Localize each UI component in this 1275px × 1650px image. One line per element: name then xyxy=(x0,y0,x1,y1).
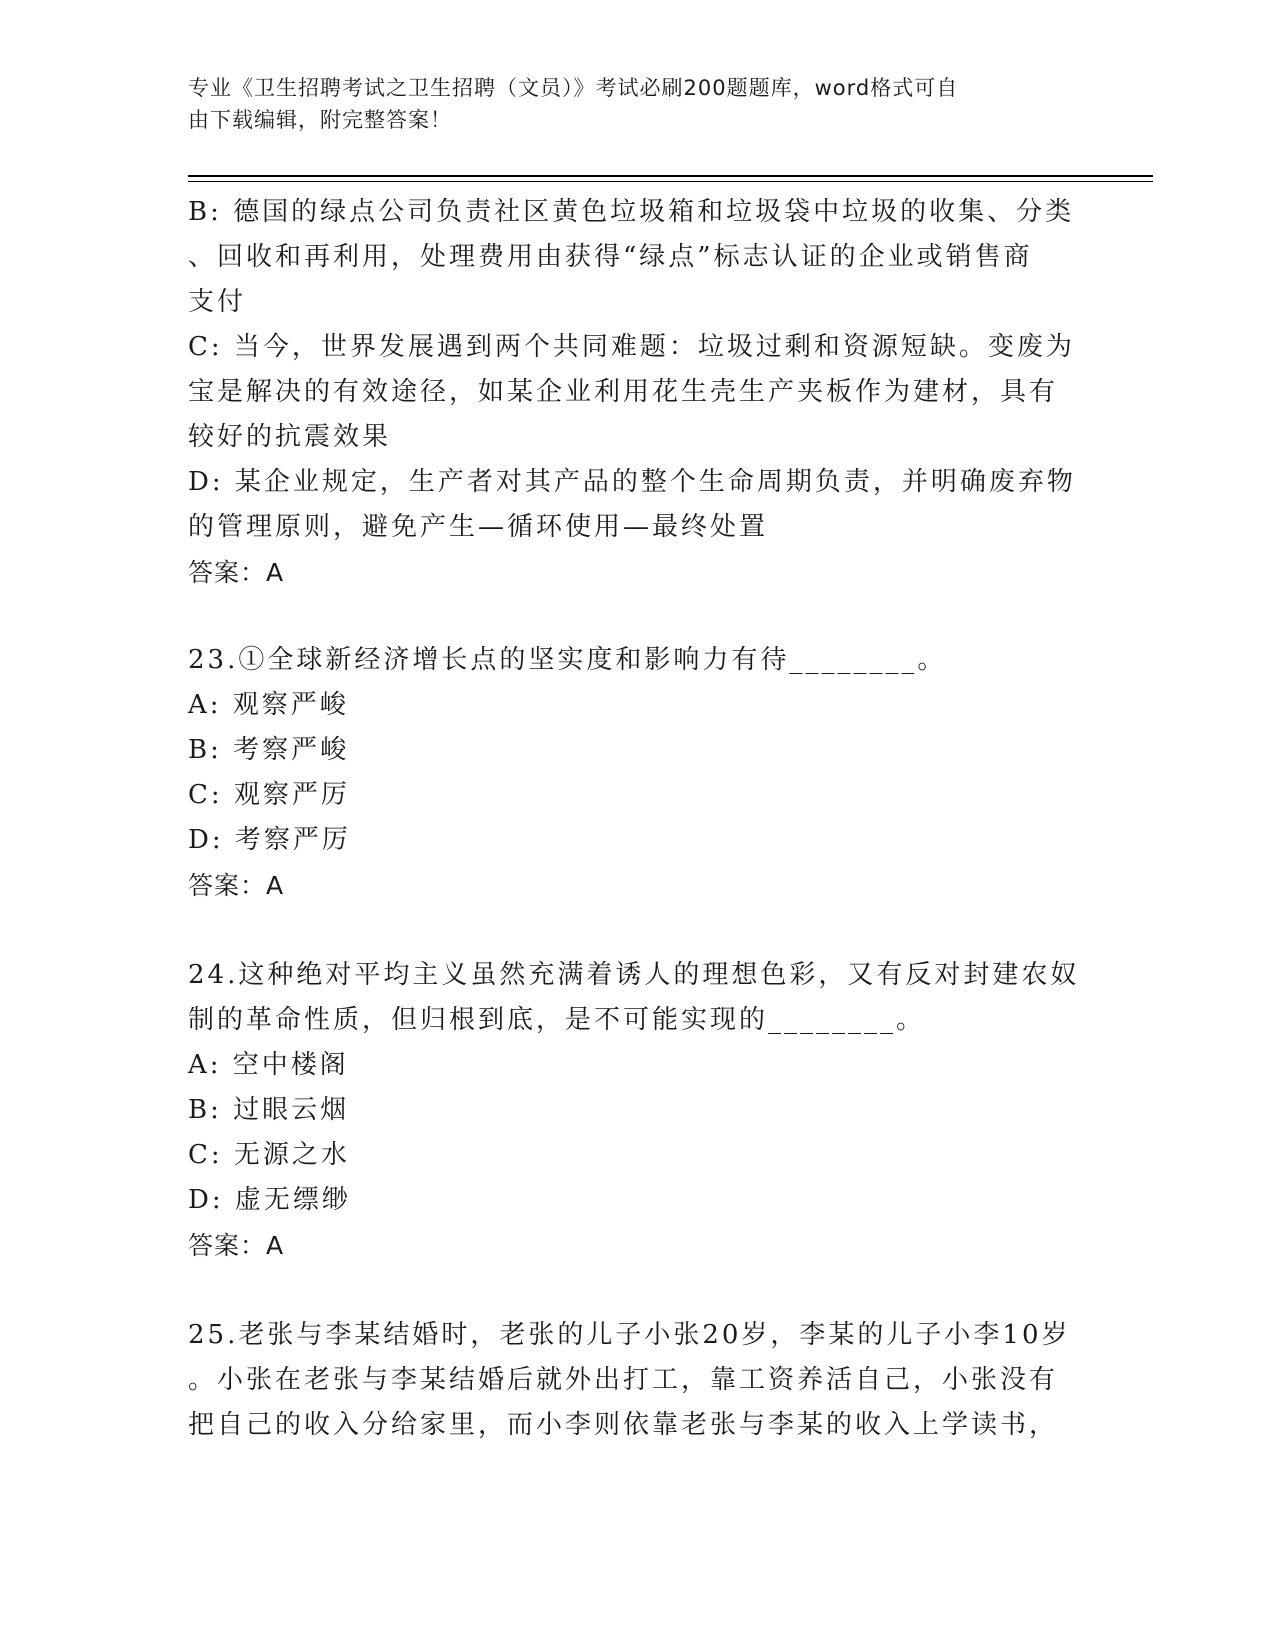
option-text-line: 的管理原则，避免产生—循环使用—最终处置 xyxy=(188,512,769,542)
document-body xyxy=(188,190,1078,1448)
option-b: B: 考察严峻 xyxy=(188,735,350,765)
header-line-2: 由下载编辑，附完整答案！ xyxy=(188,108,452,132)
answer-line: 答案：A xyxy=(188,1231,285,1260)
option-text-line: C: 当今，世界发展遇到两个共同难题：垃圾过剩和资源短缺。变废为 xyxy=(188,332,1075,362)
option-text-line: 宝是解决的有效途径，如某企业利用花生壳生产夹板作为建材，具有 xyxy=(188,377,1059,407)
question-stem-line: 24.这种绝对平均主义虽然充满着诱人的理想色彩，又有反对封建农奴 xyxy=(188,960,1080,990)
header-rule-thin xyxy=(188,181,1153,182)
answer-line: 答案：A xyxy=(188,871,285,900)
header-line-1: 专业《卫生招聘考试之卫生招聘（文员）》考试必刷200题题库，word格式可自 xyxy=(188,76,959,100)
option-text-line: D: 某企业规定，生产者对其产品的整个生命周期负责，并明确废弃物 xyxy=(188,467,1076,497)
option-d xyxy=(188,460,1078,550)
question-23 xyxy=(188,638,1078,908)
option-c: C: 观察严厉 xyxy=(188,780,350,810)
option-text-line: 较好的抗震效果 xyxy=(188,422,392,452)
option-d: D: 考察严厉 xyxy=(188,825,351,855)
option-b: B: 过眼云烟 xyxy=(188,1095,350,1125)
option-text-line: 、回收和再利用，处理费用由获得“绿点”标志认证的企业或销售商 xyxy=(188,242,1033,272)
option-c xyxy=(188,325,1078,460)
question-stem-line: 25.老张与李某结婚时，老张的儿子小张20岁，李某的儿子小李10岁 xyxy=(188,1320,1071,1350)
question-stem-line: 把自己的收入分给家里，而小李则依靠老张与李某的收入上学读书， xyxy=(188,1410,1059,1440)
question-stem: 23.①全球新经济增长点的坚实度和影响力有待________。 xyxy=(188,645,947,675)
document-header xyxy=(188,72,1068,136)
option-text-line: B: 德国的绿点公司负责社区黄色垃圾箱和垃圾袋中垃圾的收集、分类 xyxy=(188,197,1075,227)
option-a: A: 观察严峻 xyxy=(188,690,349,720)
prev-question xyxy=(188,190,1078,595)
option-text-line: 支付 xyxy=(188,287,247,317)
question-24 xyxy=(188,953,1078,1268)
question-stem-line: 制的革命性质，但归根到底，是不可能实现的________。 xyxy=(188,1005,926,1035)
answer-line: 答案：A xyxy=(188,558,285,587)
option-a: A: 空中楼阁 xyxy=(188,1050,349,1080)
question-stem-line: 。小张在老张与李某结婚后就外出打工，靠工资养活自己，小张没有 xyxy=(188,1365,1059,1395)
option-d: D: 虚无缥缈 xyxy=(188,1185,351,1215)
question-25 xyxy=(188,1313,1078,1448)
header-rule-thick xyxy=(188,175,1153,177)
option-b xyxy=(188,190,1078,325)
option-c: C: 无源之水 xyxy=(188,1140,350,1170)
